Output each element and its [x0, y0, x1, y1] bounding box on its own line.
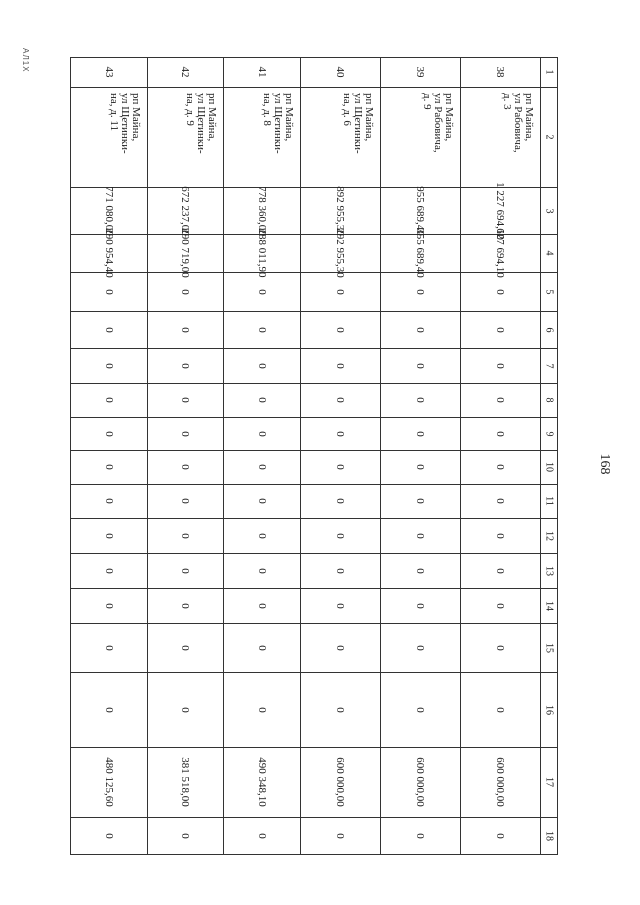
zero-cell	[70, 272, 147, 311]
zero-cell-text: 0	[102, 532, 115, 539]
zero-cell-text: 0	[494, 288, 506, 295]
row-number-cell-text: 41	[255, 66, 268, 78]
zero-cell-text: 0	[414, 532, 426, 539]
value-cell	[147, 187, 223, 234]
value-cell	[70, 747, 147, 817]
zero-cell	[223, 417, 300, 450]
address-cell-text: рп Майна, ул Щетинки- на, д. 8	[261, 93, 295, 154]
zero-cell	[460, 672, 540, 747]
value-cell-text: 290 719,00	[179, 228, 191, 278]
zero-cell	[380, 383, 460, 417]
zero-cell	[460, 272, 540, 311]
zero-cell-text: 0	[255, 644, 268, 651]
zero-cell-text: 0	[102, 362, 115, 369]
zero-cell	[70, 383, 147, 417]
zero-cell	[380, 553, 460, 588]
zero-cell	[380, 518, 460, 553]
zero-cell	[380, 672, 460, 747]
zero-cell-text: 0	[334, 430, 346, 437]
value-cell	[460, 228, 540, 278]
zero-cell	[70, 311, 147, 348]
zero-cell	[147, 553, 223, 588]
zero-cell-text: 0	[334, 644, 346, 651]
column-number-cell	[540, 672, 558, 747]
value-cell-text: 600 000,00	[494, 757, 506, 807]
zero-cell-text: 0	[255, 498, 268, 504]
zero-cell-text: 0	[255, 362, 268, 369]
zero-cell-text: 0	[179, 326, 191, 333]
value-cell	[70, 228, 147, 278]
value-cell	[70, 817, 147, 855]
zero-cell-text: 0	[414, 567, 426, 574]
address-cell	[223, 87, 300, 187]
zero-cell	[300, 450, 380, 484]
zero-cell	[380, 588, 460, 623]
zero-cell-text: 0	[334, 288, 346, 295]
zero-cell-text: 0	[334, 326, 346, 333]
zero-cell	[460, 623, 540, 672]
address-cell-text: рп Майна, ул Рабовича, д. 9	[421, 93, 455, 153]
zero-cell	[223, 518, 300, 553]
row-number-cell-text: 42	[179, 66, 191, 78]
zero-cell	[147, 588, 223, 623]
column-number-cell	[540, 747, 558, 817]
zero-cell-text: 0	[414, 464, 426, 470]
zero-cell-text: 0	[414, 706, 426, 713]
row-number-cell	[300, 57, 380, 87]
zero-cell-text: 0	[494, 567, 506, 574]
zero-cell	[70, 484, 147, 518]
value-cell-text: 0	[255, 833, 268, 839]
zero-cell	[460, 518, 540, 553]
value-cell-text: 892 955,30	[334, 185, 346, 236]
row-number-cell-text: 38	[494, 66, 506, 78]
zero-cell-text: 0	[179, 288, 191, 295]
zero-cell	[147, 623, 223, 672]
page-number-text: 168	[597, 453, 612, 475]
value-cell	[460, 181, 540, 240]
zero-cell-text: 0	[334, 498, 346, 504]
column-number-cell-text: 13	[543, 565, 555, 576]
zero-cell-text: 0	[334, 706, 346, 713]
zero-cell-text: 0	[179, 464, 191, 470]
value-cell	[380, 747, 460, 817]
zero-cell	[223, 553, 300, 588]
zero-cell	[70, 623, 147, 672]
zero-cell-text: 0	[179, 602, 191, 609]
column-number-cell	[540, 518, 558, 553]
zero-cell-text: 0	[179, 532, 191, 539]
zero-cell-text: 0	[102, 430, 115, 437]
zero-cell-text: 0	[255, 288, 268, 295]
value-cell	[380, 187, 460, 234]
address-cell	[460, 87, 540, 187]
zero-cell-text: 0	[494, 532, 506, 539]
column-number-cell-text: 15	[543, 642, 555, 653]
value-cell-text: 600 000,00	[334, 757, 346, 807]
row-number-cell-text: 40	[334, 66, 346, 78]
column-number-cell-text: 6	[543, 327, 555, 332]
zero-cell	[147, 417, 223, 450]
zero-cell-text: 0	[179, 706, 191, 713]
zero-cell-text: 0	[179, 498, 191, 504]
page-number	[594, 444, 614, 484]
zero-cell-text: 0	[334, 362, 346, 369]
row-number-cell	[70, 57, 147, 87]
zero-cell	[223, 484, 300, 518]
zero-cell	[460, 484, 540, 518]
zero-cell	[147, 672, 223, 747]
zero-cell-text: 0	[494, 498, 506, 504]
column-number-cell-text: 4	[543, 250, 555, 256]
value-cell	[147, 228, 223, 278]
zero-cell	[223, 383, 300, 417]
zero-cell	[223, 450, 300, 484]
value-cell-text: 381 518,00	[179, 757, 191, 807]
column-number-cell-text: 1	[543, 69, 555, 75]
address-cell	[300, 87, 380, 187]
zero-cell	[380, 272, 460, 311]
column-number-cell-text: 9	[543, 431, 555, 436]
column-number-cell-text: 3	[543, 208, 555, 213]
zero-cell	[147, 383, 223, 417]
value-cell-text: 672 237,00	[179, 185, 191, 236]
zero-cell	[460, 383, 540, 417]
zero-cell-text: 0	[414, 498, 426, 504]
zero-cell-text: 0	[255, 532, 268, 539]
zero-cell	[147, 518, 223, 553]
zero-cell-text: 0	[102, 464, 115, 470]
column-number-cell	[540, 623, 558, 672]
address-cell-text: рп Майна, ул Щетинки- на, д. 6	[341, 93, 375, 154]
column-number-cell-text: 8	[543, 397, 555, 403]
value-cell	[147, 747, 223, 817]
zero-cell-text: 0	[255, 397, 268, 403]
zero-cell-text: 0	[102, 397, 115, 403]
zero-cell-text: 0	[255, 464, 268, 470]
address-cell-text: рп Майна, ул Щетинки- на, д. 11	[108, 93, 142, 154]
row-number-cell	[223, 57, 300, 87]
zero-cell	[70, 348, 147, 383]
column-number-cell	[540, 87, 558, 187]
value-cell-text: 771 080,00	[102, 185, 115, 236]
column-number-cell	[540, 450, 558, 484]
zero-cell-text: 0	[255, 706, 268, 713]
zero-cell	[300, 553, 380, 588]
zero-cell-text: 0	[102, 706, 115, 713]
column-number-cell	[540, 234, 558, 272]
value-cell-text: 355 689,40	[414, 228, 426, 278]
row-number-cell	[460, 57, 540, 87]
zero-cell	[300, 588, 380, 623]
zero-cell-text: 0	[255, 326, 268, 333]
zero-cell-text: 0	[179, 644, 191, 651]
zero-cell-text: 0	[414, 326, 426, 333]
zero-cell	[300, 348, 380, 383]
zero-cell-text: 0	[179, 430, 191, 437]
zero-cell	[70, 450, 147, 484]
zero-cell	[460, 348, 540, 383]
zero-cell	[70, 417, 147, 450]
value-cell	[300, 817, 380, 855]
value-cell-text: 0	[334, 833, 346, 839]
data-table	[70, 57, 558, 855]
zero-cell-text: 0	[414, 288, 426, 295]
zero-cell	[223, 588, 300, 623]
zero-cell	[70, 672, 147, 747]
value-cell-text: 0	[414, 833, 426, 839]
zero-cell-text: 0	[494, 464, 506, 470]
column-number-cell	[540, 383, 558, 417]
column-number-cell	[540, 484, 558, 518]
address-cell	[147, 87, 223, 187]
column-number-cell	[540, 817, 558, 855]
column-number-cell	[540, 588, 558, 623]
zero-cell-text: 0	[494, 430, 506, 437]
row-number-cell-text: 39	[414, 66, 426, 78]
address-cell	[380, 87, 460, 187]
value-cell-text: 955 689,40	[414, 185, 426, 236]
zero-cell-text: 0	[494, 644, 506, 651]
value-cell-text: 627 694,10	[494, 228, 506, 278]
zero-cell-text: 0	[494, 397, 506, 403]
zero-cell-text: 0	[179, 362, 191, 369]
value-cell	[460, 817, 540, 855]
value-cell-text: 0	[494, 833, 506, 839]
zero-cell-text: 0	[102, 567, 115, 574]
value-cell-text: 490 348,10	[255, 757, 268, 807]
zero-cell	[147, 450, 223, 484]
value-cell	[147, 817, 223, 855]
column-number-cell	[540, 311, 558, 348]
value-cell	[300, 187, 380, 234]
column-number-cell-text: 14	[543, 600, 555, 611]
zero-cell-text: 0	[494, 602, 506, 609]
zero-cell	[300, 383, 380, 417]
zero-cell	[460, 588, 540, 623]
value-cell-text: 0	[102, 833, 115, 839]
zero-cell	[70, 588, 147, 623]
zero-cell	[460, 311, 540, 348]
address-cell	[70, 87, 147, 187]
zero-cell	[147, 272, 223, 311]
zero-cell	[223, 272, 300, 311]
value-cell	[300, 747, 380, 817]
zero-cell	[300, 484, 380, 518]
zero-cell	[380, 417, 460, 450]
zero-cell	[460, 417, 540, 450]
value-cell	[223, 187, 300, 234]
zero-cell-text: 0	[414, 430, 426, 437]
zero-cell	[147, 311, 223, 348]
address-cell-text: рп Майна, ул Рабовича, д. 3	[501, 93, 535, 153]
value-cell-text: 480 125,60	[102, 757, 115, 807]
zero-cell-text: 0	[179, 567, 191, 574]
column-number-cell	[540, 57, 558, 87]
value-cell-text: 292 955,30	[334, 228, 346, 278]
zero-cell	[380, 623, 460, 672]
zero-cell-text: 0	[102, 498, 115, 504]
column-number-cell	[540, 272, 558, 311]
column-number-cell-text: 16	[543, 704, 555, 715]
zero-cell-text: 0	[255, 602, 268, 609]
zero-cell-text: 0	[102, 644, 115, 651]
value-cell	[223, 747, 300, 817]
corner-mark: АЛ1Х	[21, 48, 30, 73]
zero-cell-text: 0	[255, 567, 268, 574]
zero-cell	[300, 311, 380, 348]
zero-cell-text: 0	[414, 362, 426, 369]
zero-cell	[223, 311, 300, 348]
zero-cell	[460, 553, 540, 588]
zero-cell	[300, 417, 380, 450]
value-cell-text: 1 227 694,10	[494, 181, 506, 240]
column-number-cell-text: 17	[543, 777, 555, 787]
column-number-cell-text: 5	[543, 289, 555, 294]
zero-cell-text: 0	[255, 430, 268, 437]
zero-cell-text: 0	[414, 602, 426, 609]
zero-cell	[300, 623, 380, 672]
zero-cell	[380, 311, 460, 348]
column-number-cell-text: 11	[543, 496, 555, 506]
zero-cell-text: 0	[494, 326, 506, 333]
zero-cell	[70, 518, 147, 553]
column-number-cell-text: 10	[543, 462, 555, 472]
value-cell-text: 288 011,90	[255, 228, 268, 278]
value-cell	[380, 817, 460, 855]
zero-cell-text: 0	[494, 706, 506, 713]
zero-cell-text: 0	[414, 644, 426, 651]
zero-cell	[300, 672, 380, 747]
zero-cell	[300, 272, 380, 311]
zero-cell-text: 0	[414, 397, 426, 403]
row-number-cell-text: 43	[102, 66, 115, 78]
zero-cell-text: 0	[334, 532, 346, 539]
column-number-cell	[540, 553, 558, 588]
zero-cell	[223, 672, 300, 747]
zero-cell-text: 0	[334, 464, 346, 470]
zero-cell-text: 0	[102, 326, 115, 333]
zero-cell-text: 0	[102, 288, 115, 295]
zero-cell	[223, 348, 300, 383]
zero-cell	[147, 484, 223, 518]
value-cell	[223, 228, 300, 278]
zero-cell	[380, 450, 460, 484]
address-cell-text: рп Майна, ул Щетинки- на, д. 9	[184, 93, 218, 154]
column-number-cell-text: 7	[543, 363, 555, 368]
value-cell	[460, 747, 540, 817]
value-cell-text: 290 954,40	[102, 228, 115, 278]
value-cell-text: 0	[179, 833, 191, 839]
column-number-cell-text: 18	[543, 831, 555, 841]
zero-cell	[460, 450, 540, 484]
column-number-cell	[540, 348, 558, 383]
value-cell-text: 778 360,00	[255, 185, 268, 236]
value-cell	[380, 228, 460, 278]
zero-cell	[380, 348, 460, 383]
column-number-cell-text: 12	[543, 530, 555, 541]
value-cell-text: 600 000,00	[414, 757, 426, 807]
zero-cell	[70, 553, 147, 588]
value-cell	[223, 817, 300, 855]
column-number-cell	[540, 417, 558, 450]
value-cell	[300, 228, 380, 278]
zero-cell-text: 0	[102, 602, 115, 609]
zero-cell-text: 0	[334, 567, 346, 574]
zero-cell	[223, 623, 300, 672]
zero-cell	[147, 348, 223, 383]
row-number-cell	[147, 57, 223, 87]
zero-cell-text: 0	[494, 362, 506, 369]
zero-cell-text: 0	[179, 397, 191, 403]
row-number-cell	[380, 57, 460, 87]
zero-cell	[300, 518, 380, 553]
value-cell	[70, 187, 147, 234]
zero-cell	[380, 484, 460, 518]
column-number-cell	[540, 187, 558, 234]
column-number-cell-text: 2	[543, 134, 555, 140]
zero-cell-text: 0	[334, 397, 346, 403]
zero-cell-text: 0	[334, 602, 346, 609]
